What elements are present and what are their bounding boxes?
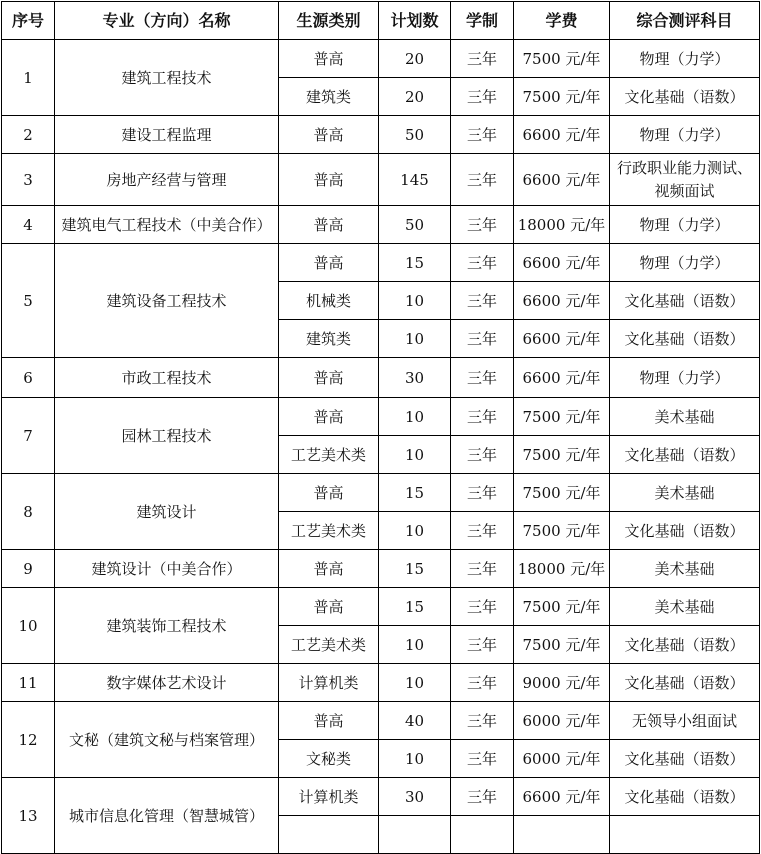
plan-count: 50 xyxy=(379,206,451,244)
table-row xyxy=(2,244,760,282)
major-name: 数字媒体艺术设计 xyxy=(55,664,279,702)
source-type: 文秘类 xyxy=(279,740,379,778)
table-row xyxy=(2,588,760,626)
assessment-subject: 美术基础 xyxy=(610,474,760,512)
study-years: 三年 xyxy=(451,550,514,588)
table-row xyxy=(2,474,760,512)
major-name: 园林工程技术 xyxy=(55,398,279,474)
table-row xyxy=(2,550,760,588)
plan-count: 20 xyxy=(379,78,451,116)
study-years: 三年 xyxy=(451,702,514,740)
header-row xyxy=(2,2,760,40)
major-name: 文秘（建筑文秘与档案管理） xyxy=(55,702,279,778)
plan-count: 10 xyxy=(379,320,451,358)
source-type: 普高 xyxy=(279,588,379,626)
source-type: 建筑类 xyxy=(279,78,379,116)
source-type: 普高 xyxy=(279,398,379,436)
major-name: 建筑设备工程技术 xyxy=(55,244,279,358)
tuition-fee: 9000 元/年 xyxy=(514,664,610,702)
study-years: 三年 xyxy=(451,778,514,816)
major-name: 建筑工程技术 xyxy=(55,40,279,116)
tuition-fee: 6600 元/年 xyxy=(514,116,610,154)
tuition-fee: 6600 元/年 xyxy=(514,778,610,816)
tuition-fee: 6600 元/年 xyxy=(514,282,610,320)
plan-count: 10 xyxy=(379,436,451,474)
source-type: 机械类 xyxy=(279,282,379,320)
row-number: 12 xyxy=(2,702,55,778)
tuition-fee: 7500 元/年 xyxy=(514,78,610,116)
row-number: 4 xyxy=(2,206,55,244)
plan-count: 20 xyxy=(379,40,451,78)
assessment-subject: 物理（力学） xyxy=(610,206,760,244)
row-number: 3 xyxy=(2,154,55,206)
study-years xyxy=(451,816,514,854)
tuition-fee: 18000 元/年 xyxy=(514,206,610,244)
source-type: 计算机类 xyxy=(279,664,379,702)
plan-count xyxy=(379,816,451,854)
study-years: 三年 xyxy=(451,358,514,398)
row-number: 1 xyxy=(2,40,55,116)
major-name: 建筑装饰工程技术 xyxy=(55,588,279,664)
table-row xyxy=(2,40,760,78)
row-number: 10 xyxy=(2,588,55,664)
header-subject: 综合测评科目 xyxy=(610,2,760,40)
header-plan: 计划数 xyxy=(379,2,451,40)
study-years: 三年 xyxy=(451,664,514,702)
study-years: 三年 xyxy=(451,626,514,664)
study-years: 三年 xyxy=(451,320,514,358)
major-name: 建筑电气工程技术（中美合作） xyxy=(55,206,279,244)
header-major: 专业（方向）名称 xyxy=(55,2,279,40)
assessment-subject xyxy=(610,816,760,854)
assessment-subject: 文化基础（语数） xyxy=(610,740,760,778)
tuition-fee: 18000 元/年 xyxy=(514,550,610,588)
source-type: 普高 xyxy=(279,702,379,740)
source-type: 工艺美术类 xyxy=(279,436,379,474)
row-number: 13 xyxy=(2,778,55,854)
tuition-fee: 7500 元/年 xyxy=(514,588,610,626)
header-source: 生源类别 xyxy=(279,2,379,40)
assessment-subject: 美术基础 xyxy=(610,588,760,626)
major-name: 城市信息化管理（智慧城管） xyxy=(55,778,279,854)
tuition-fee: 6000 元/年 xyxy=(514,740,610,778)
source-type: 普高 xyxy=(279,474,379,512)
row-number: 2 xyxy=(2,116,55,154)
row-number: 7 xyxy=(2,398,55,474)
source-type: 普高 xyxy=(279,154,379,206)
tuition-fee: 6600 元/年 xyxy=(514,358,610,398)
tuition-fee: 6600 元/年 xyxy=(514,154,610,206)
study-years: 三年 xyxy=(451,282,514,320)
plan-count: 10 xyxy=(379,512,451,550)
table-row xyxy=(2,116,760,154)
header-no: 序号 xyxy=(2,2,55,40)
tuition-fee: 6000 元/年 xyxy=(514,702,610,740)
study-years: 三年 xyxy=(451,206,514,244)
table-row xyxy=(2,398,760,436)
source-type: 工艺美术类 xyxy=(279,626,379,664)
plan-count: 10 xyxy=(379,664,451,702)
major-name: 建筑设计（中美合作） xyxy=(55,550,279,588)
source-type: 计算机类 xyxy=(279,778,379,816)
source-type: 普高 xyxy=(279,116,379,154)
table-body xyxy=(2,40,760,854)
table-row xyxy=(2,702,760,740)
row-number: 11 xyxy=(2,664,55,702)
plan-count: 10 xyxy=(379,282,451,320)
assessment-subject: 物理（力学） xyxy=(610,244,760,282)
study-years: 三年 xyxy=(451,154,514,206)
assessment-subject: 文化基础（语数） xyxy=(610,78,760,116)
tuition-fee: 6600 元/年 xyxy=(514,320,610,358)
major-name: 房地产经营与管理 xyxy=(55,154,279,206)
table-row xyxy=(2,664,760,702)
source-type: 普高 xyxy=(279,206,379,244)
row-number: 8 xyxy=(2,474,55,550)
assessment-subject: 物理（力学） xyxy=(610,358,760,398)
assessment-subject: 美术基础 xyxy=(610,550,760,588)
assessment-subject: 物理（力学） xyxy=(610,40,760,78)
plan-count: 50 xyxy=(379,116,451,154)
tuition-fee: 7500 元/年 xyxy=(514,436,610,474)
row-number: 6 xyxy=(2,358,55,398)
table-row xyxy=(2,358,760,398)
plan-count: 30 xyxy=(379,358,451,398)
source-type xyxy=(279,816,379,854)
study-years: 三年 xyxy=(451,244,514,282)
assessment-subject: 美术基础 xyxy=(610,398,760,436)
tuition-fee xyxy=(514,816,610,854)
study-years: 三年 xyxy=(451,78,514,116)
plan-count: 40 xyxy=(379,702,451,740)
source-type: 普高 xyxy=(279,40,379,78)
study-years: 三年 xyxy=(451,116,514,154)
tuition-fee: 6600 元/年 xyxy=(514,244,610,282)
assessment-subject: 文化基础（语数） xyxy=(610,320,760,358)
major-name: 市政工程技术 xyxy=(55,358,279,398)
plan-count: 15 xyxy=(379,550,451,588)
study-years: 三年 xyxy=(451,512,514,550)
study-years: 三年 xyxy=(451,40,514,78)
row-number: 9 xyxy=(2,550,55,588)
major-name: 建筑设计 xyxy=(55,474,279,550)
plan-count: 15 xyxy=(379,244,451,282)
tuition-fee: 7500 元/年 xyxy=(514,512,610,550)
admissions-table xyxy=(1,1,760,854)
study-years: 三年 xyxy=(451,588,514,626)
source-type: 普高 xyxy=(279,244,379,282)
assessment-subject: 行政职业能力测试、视频面试 xyxy=(610,154,760,206)
plan-count: 15 xyxy=(379,474,451,512)
source-type: 普高 xyxy=(279,358,379,398)
assessment-subject: 无领导小组面试 xyxy=(610,702,760,740)
study-years: 三年 xyxy=(451,474,514,512)
tuition-fee: 7500 元/年 xyxy=(514,626,610,664)
study-years: 三年 xyxy=(451,436,514,474)
tuition-fee: 7500 元/年 xyxy=(514,40,610,78)
table-row xyxy=(2,206,760,244)
plan-count: 10 xyxy=(379,626,451,664)
assessment-subject: 文化基础（语数） xyxy=(610,282,760,320)
assessment-subject: 文化基础（语数） xyxy=(610,626,760,664)
source-type: 建筑类 xyxy=(279,320,379,358)
plan-count: 145 xyxy=(379,154,451,206)
table-row xyxy=(2,154,760,206)
plan-count: 10 xyxy=(379,398,451,436)
tuition-fee: 7500 元/年 xyxy=(514,474,610,512)
study-years: 三年 xyxy=(451,740,514,778)
assessment-subject: 文化基础（语数） xyxy=(610,664,760,702)
row-number: 5 xyxy=(2,244,55,358)
header-fee: 学费 xyxy=(514,2,610,40)
assessment-subject: 物理（力学） xyxy=(610,116,760,154)
assessment-subject: 文化基础（语数） xyxy=(610,778,760,816)
plan-count: 30 xyxy=(379,778,451,816)
source-type: 普高 xyxy=(279,550,379,588)
tuition-fee: 7500 元/年 xyxy=(514,398,610,436)
assessment-subject: 文化基础（语数） xyxy=(610,512,760,550)
major-name: 建设工程监理 xyxy=(55,116,279,154)
plan-count: 10 xyxy=(379,740,451,778)
plan-count: 15 xyxy=(379,588,451,626)
study-years: 三年 xyxy=(451,398,514,436)
assessment-subject: 文化基础（语数） xyxy=(610,436,760,474)
source-type: 工艺美术类 xyxy=(279,512,379,550)
header-years: 学制 xyxy=(451,2,514,40)
table-row xyxy=(2,778,760,816)
